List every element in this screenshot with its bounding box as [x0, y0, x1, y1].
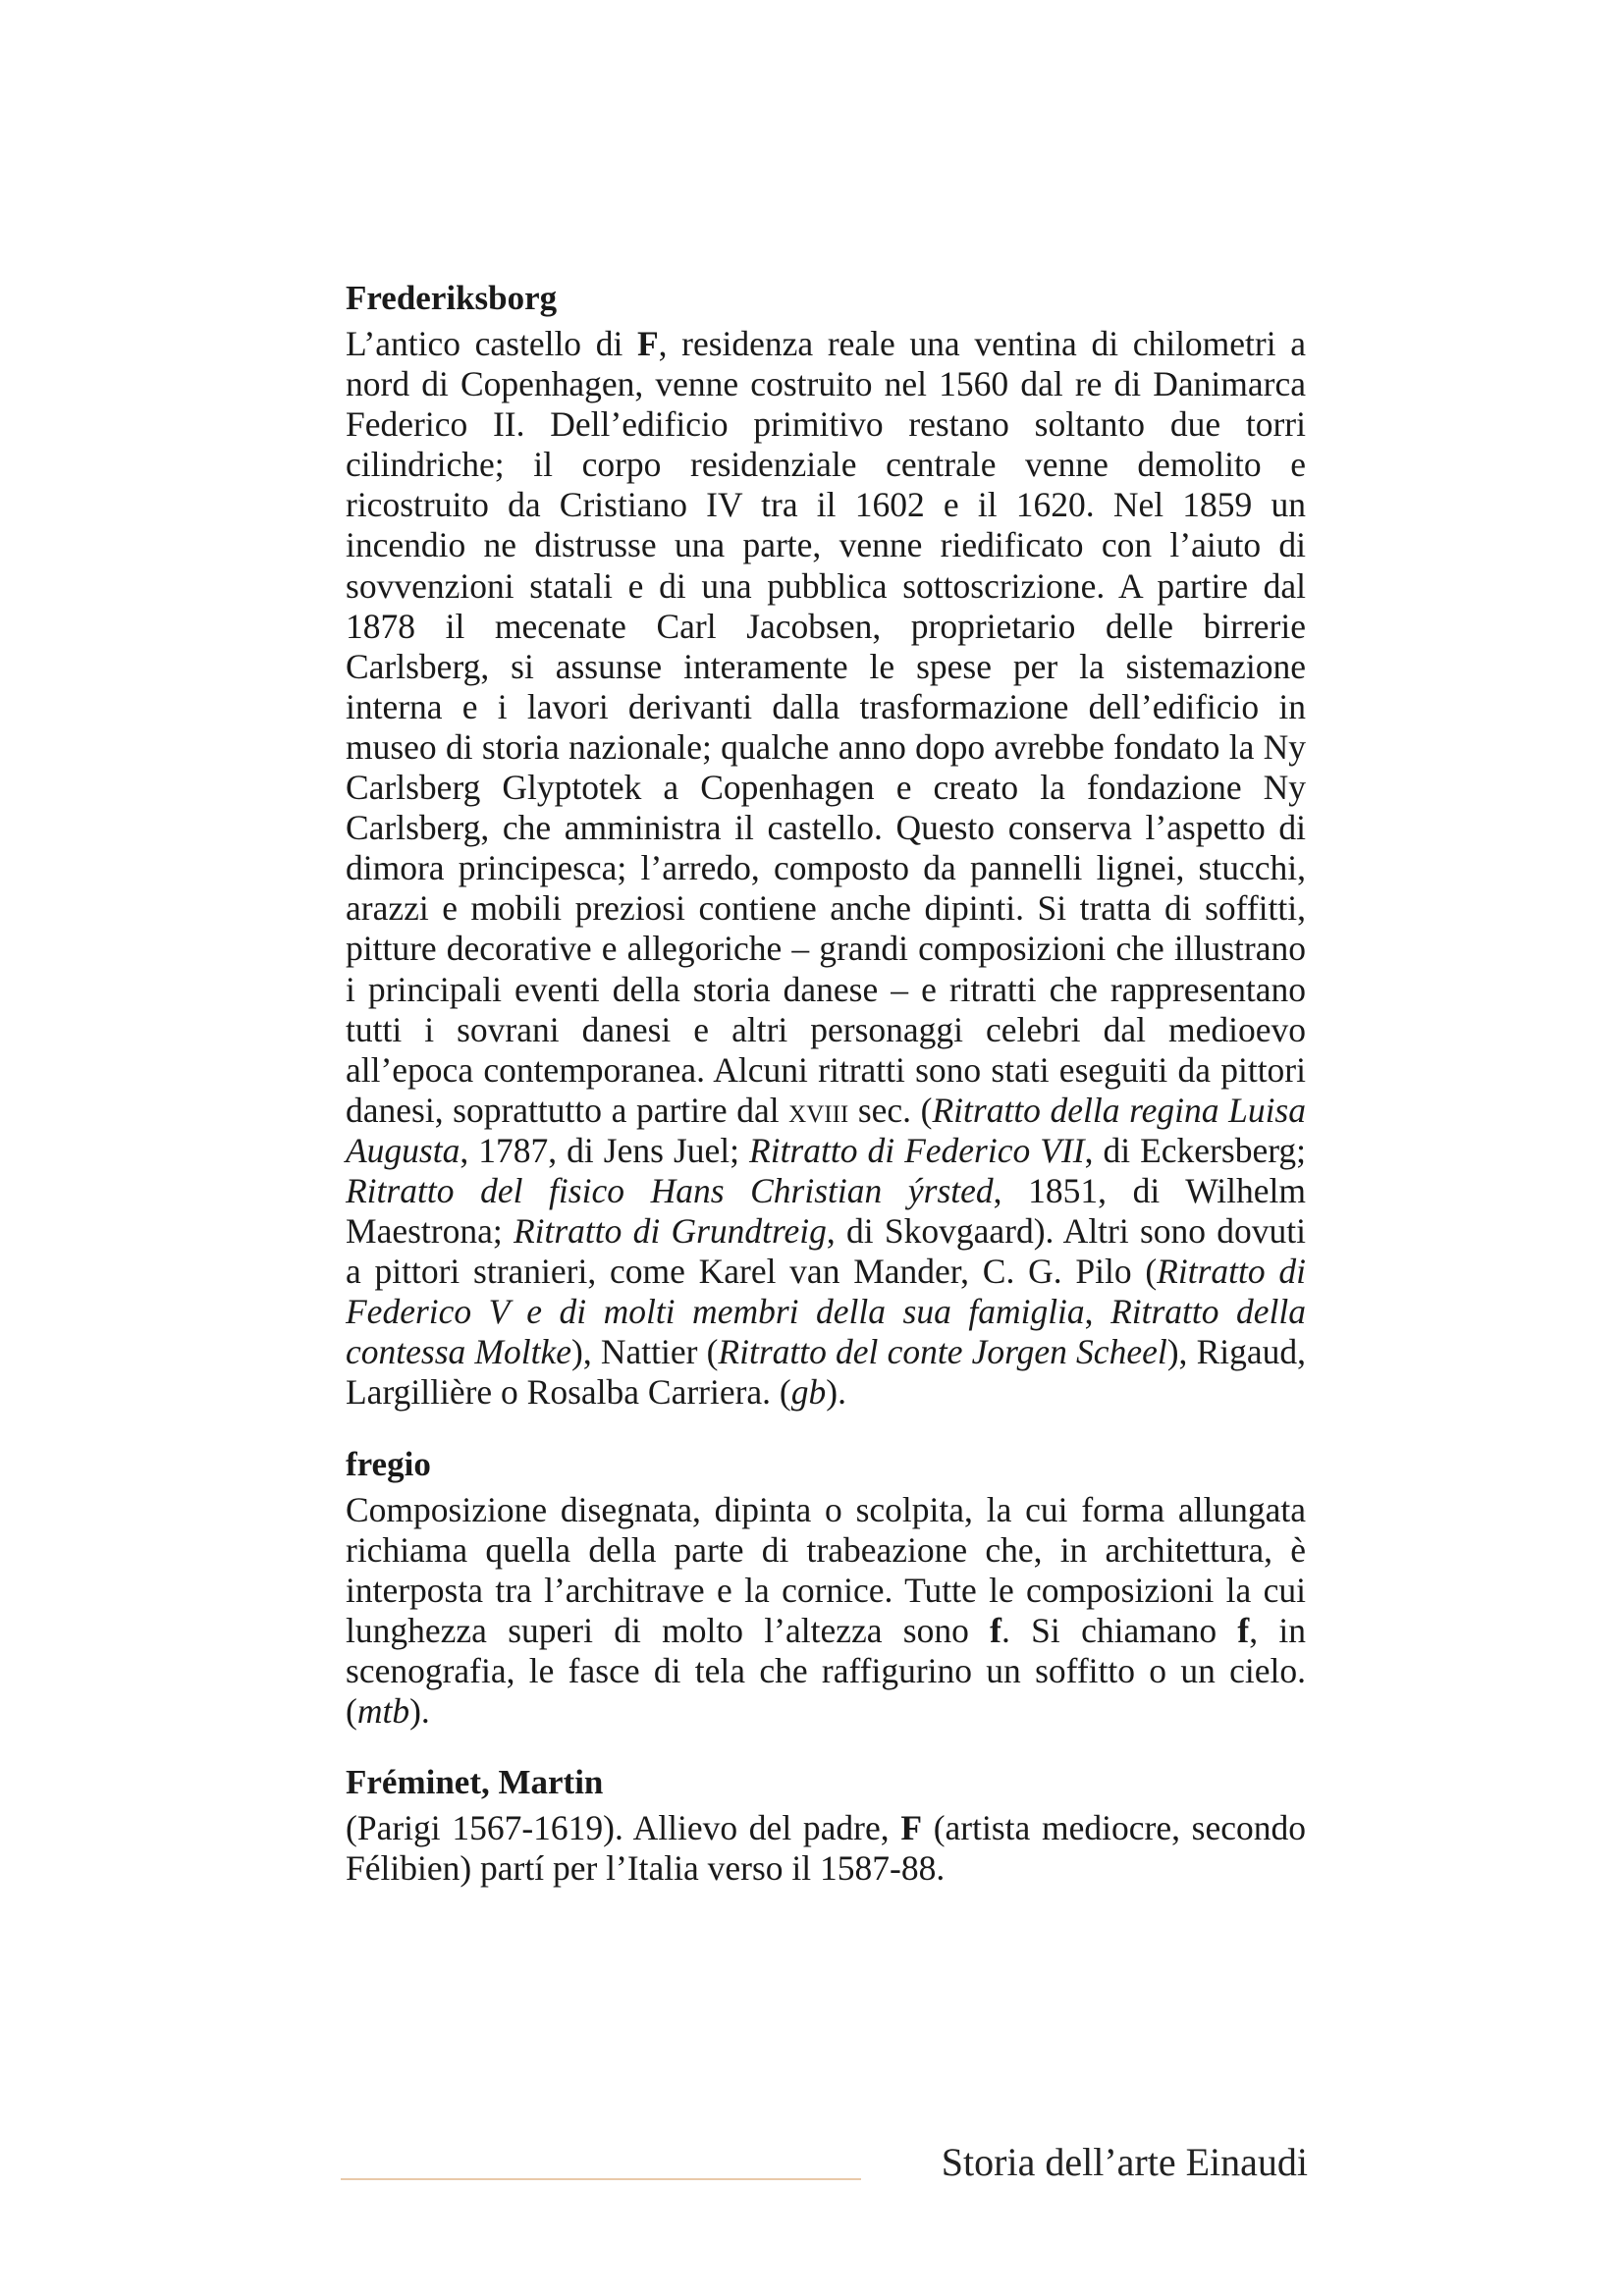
entry-freminet — [346, 1761, 1306, 1889]
entry-text: Composizione disegnata, dipinta o scolpita, la cui forma allungata richiama quella della parte di trabeazione che, in architettura, è interposta tra l’architrave e la cornice. Tutte le composizioni la cui lunghezza superi di molto l’altezza sono f. Si chiamano f, in scenografia, le fasce di tela che raffigurino un soffitto o un cielo. (mtb). — [346, 1489, 1307, 1731]
entry-text: (Parigi 1567-1619). Allievo del padre, F (artista mediocre, secondo Félibien) partí per l’Italia verso il 1587-88. — [346, 1808, 1306, 1889]
footer-title: Storia dell’arte Einaudi — [941, 2140, 1308, 2184]
footer-rule — [341, 2178, 861, 2180]
entry-fregio — [346, 1443, 1306, 1733]
page-footer — [341, 2137, 1308, 2188]
entry-headword: Frederiksborg — [346, 279, 558, 317]
page-body — [346, 277, 1306, 1889]
entry-headword: fregio — [346, 1444, 431, 1483]
entry-text: L’antico castello di F, residenza reale una ventina di chilometri a nord di Copenhagen, venne costruito nel 1560 dal re di Danimarca Federico II. Dell’edificio primitivo restano soltanto due torri cilindriche; il corpo residenziale centrale venne demolito e ricostruito da Cristiano IV tra il 1602 e il 1620. Nel 1859 un incendio ne distrusse una parte, venne riedificato con l’aiuto di sovvenzioni statali e di una pubblica sottoscrizione. A partire dal 1878 il mecenate Carl Jacobsen, proprietario delle birrerie Carlsberg, si assunse interamente le spese per la sistemazione interna e i lavori derivanti dalla trasformazione dell’edificio in museo di storia nazionale; qualche anno dopo avrebbe fondato la Ny Carlsberg Glyptotek a Copenhagen e creato la fondazione Ny Carlsberg, che amministra il castello. Questo conserva l’aspetto di dimora principesca; l’arredo, composto da pannelli lignei, stucchi, arazzi e mobili preziosi contiene anche dipinti. Si tratta di soffitti, pitture decorative e allegoriche – grandi composizioni che illustrano i principali eventi della storia danese – e ritratti che rappresentano tutti i sovrani danesi e altri personaggi celebri dal medioevo all’epoca contemporanea. Alcuni ritratti sono stati eseguiti da pittori danesi, soprattutto a partire dal xviii sec. (Ritratto della regina Luisa Augusta, 1787, di Jens Juel; Ritratto di Federico VII, di Eckersberg; Ritratto del fisico Hans Christian ýrsted, 1851, di Wilhelm Maestrona; Ritratto di Grundtreig, di Skovgaard). Altri sono dovuti a pittori stranieri, come Karel van Mander, C. G. Pilo (Ritratto di Federico V e di molti membri della sua famiglia, Ritratto della contessa Moltke), Nattier (Ritratto del conte Jorgen Scheel), Rigaud, Largillière o Rosalba Carriera. (gb). — [346, 324, 1307, 1413]
entry-headword: Fréminet, Martin — [346, 1763, 604, 1802]
entry-frederiksborg — [346, 277, 1306, 1414]
